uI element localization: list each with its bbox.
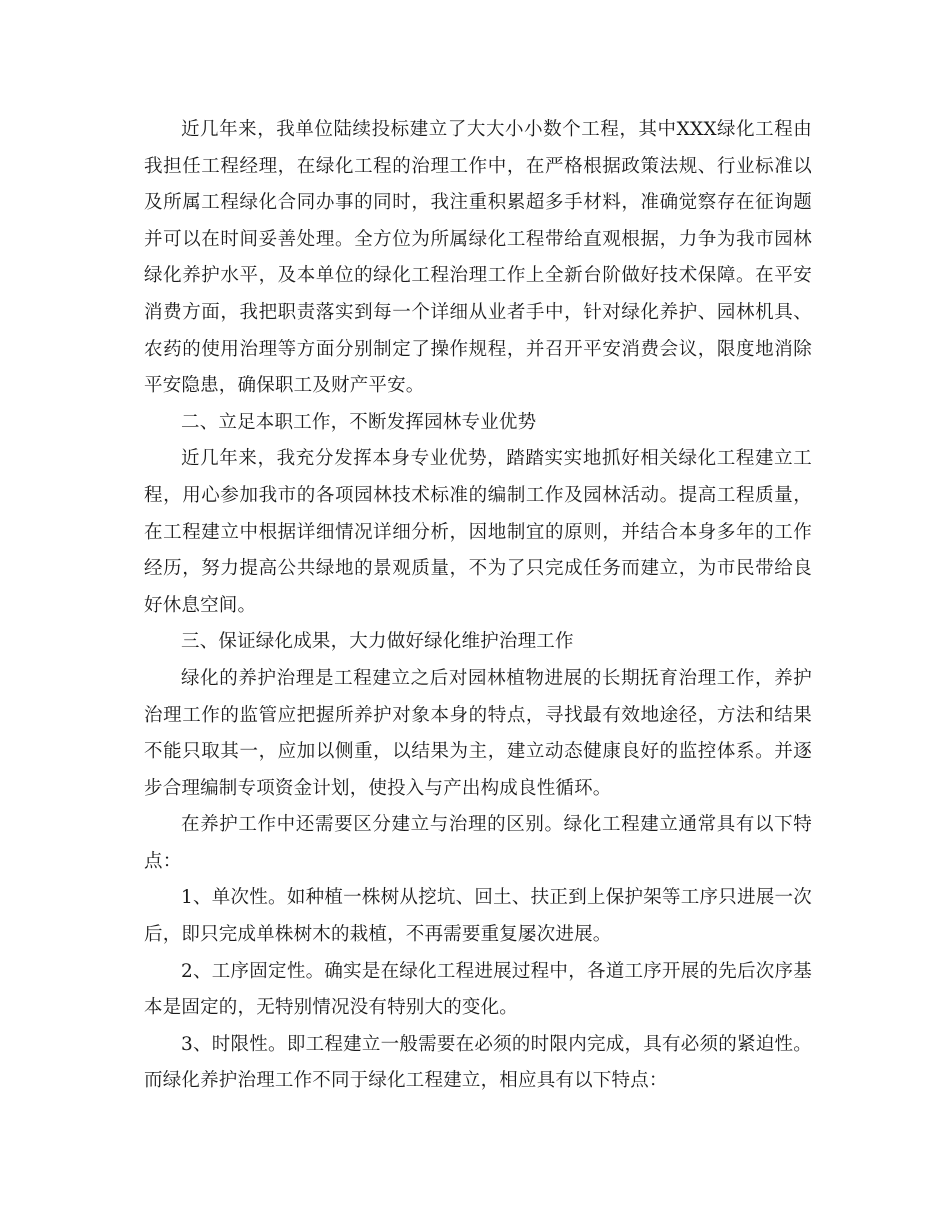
paragraph: 近几年来，我单位陆续投标建立了大大小小数个工程，其中XXX绿化工程由我担任工程经理，在绿化工程的治理工作中，在严格根据政策法规、行业标准以及所属工程绿化合同办事的同时，我注重积累超多手材料，准确觉察存在征询题并可以在时间妥善处理。全方位为所属绿化工程带给直观根据，力争为我市园林绿化养护水平，及本单位的绿化工程治理工作上全新台阶做好技术保障。在平安消费方面，我把职责落实到每一个详细从业者手中，针对绿化养护、园林机具、农药的使用治理等方面分别制定了操作规程，并召开平安消费会议，限度地消除平安隐患，确保职工及财产平安。 (144, 119, 812, 397)
list-item: 3、时限性。即工程建立一般需要在必须的时限内完成，具有必须的紧迫性。而绿化养护治理工作不同于绿化工程建立，相应具有以下特点： (144, 1033, 812, 1092)
section-heading: 三、保证绿化成果，大力做好绿化维护治理工作 (181, 631, 574, 653)
paragraph: 近几年来，我充分发挥本身专业优势，踏踏实实地抓好相关绿化工程建立工程，用心参加我市的各项园林技术标准的编制工作及园林活动。提高工程质量，在工程建立中根据详细情况详细分析，因地制宜的原则，并结合本身多年的工作经历，努力提高公共绿地的景观质量，不为了只完成任务而建立，为市民带给良好休息空间。 (144, 448, 812, 616)
paragraph: 绿化的养护治理是工程建立之后对园林植物进展的长期抚育治理工作，养护治理工作的监管应把握所养护对象本身的特点，寻找最有效地途径，方法和结果不能只取其一，应加以侧重，以结果为主，建立动态健康良好的监控体系。并逐步合理编制专项资金计划，使投入与产出构成良性循环。 (144, 667, 812, 799)
document-body (144, 112, 812, 1100)
list-item: 1、单次性。如种植一株树从挖坑、回土、扶正到上保护架等工序只进展一次后，即只完成单株树木的栽植，不再需要重复屡次进展。 (144, 887, 812, 946)
section-heading: 二、立足本职工作，不断发挥园林专业优势 (181, 411, 537, 433)
paragraph: 在养护工作中还需要区分建立与治理的区别。绿化工程建立通常具有以下特点： (144, 814, 812, 872)
list-item: 2、工序固定性。确实是在绿化工程进展过程中，各道工序开展的先后次序基本是固定的，无特别情况没有特别大的变化。 (144, 960, 812, 1019)
